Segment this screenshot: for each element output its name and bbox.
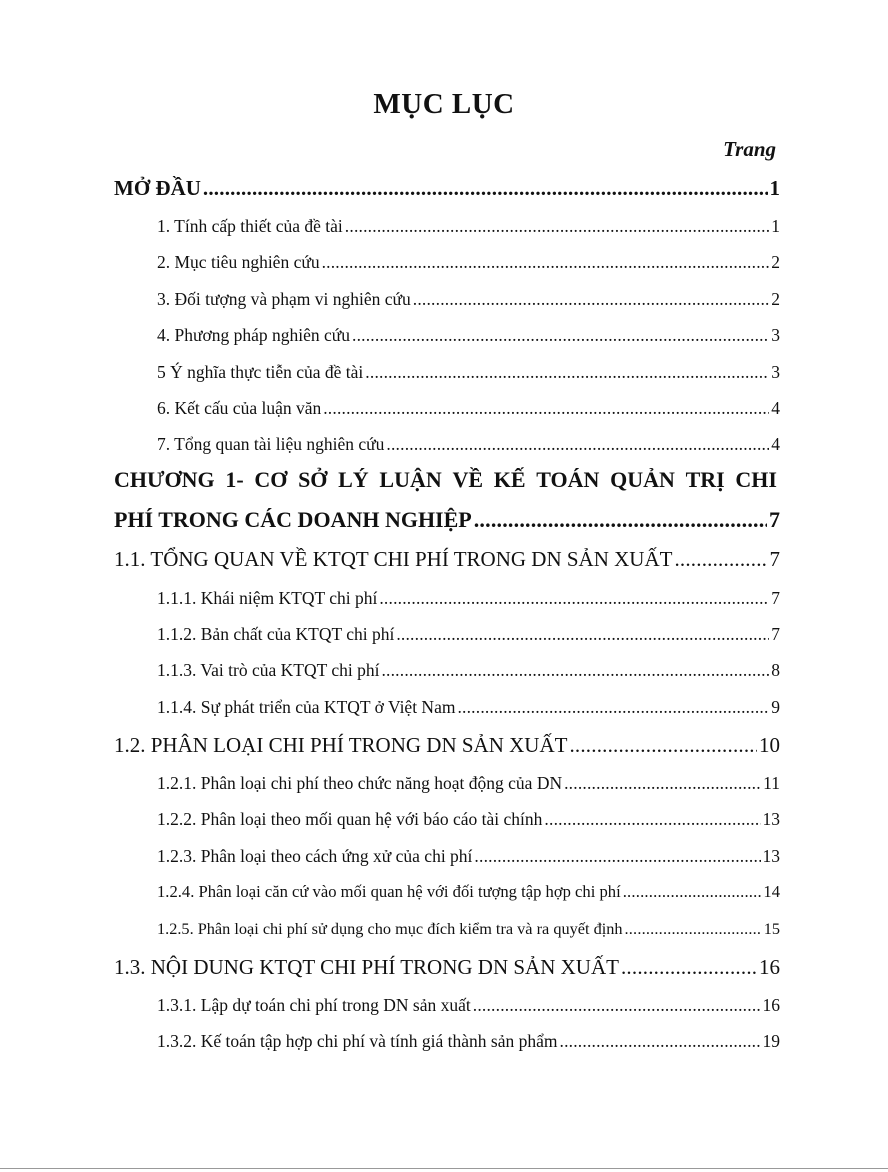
toc-entry[interactable]: 1. Tính cấp thiết của đề tài ..... 1 bbox=[157, 216, 780, 237]
toc-entry[interactable]: 1.2.2. Phân loại theo mối quan hệ với báo cáo tài chính ..... 13 bbox=[157, 809, 780, 830]
toc-entry[interactable]: 2. Mục tiêu nghiên cứu ..... 2 bbox=[157, 252, 780, 273]
toc-entry[interactable]: 1.1.3. Vai trò của KTQT chi phí ..... 8 bbox=[157, 660, 780, 681]
toc-entry-intro[interactable]: MỞ ĐẦU ..... 1 bbox=[114, 176, 780, 201]
toc-entry[interactable]: 1.2.1. Phân loại chi phí theo chức năng hoạt động của DN ..... 11 bbox=[157, 773, 780, 794]
toc-chapter-1[interactable] bbox=[114, 467, 777, 493]
toc-entry[interactable]: 1.1.4. Sự phát triển của KTQT ở Việt Nam ..... 9 bbox=[157, 697, 780, 718]
toc-entry[interactable]: 1.2.4. Phân loại căn cứ vào mối quan hệ với đối tượng tập hợp chi phí ..... 14 bbox=[157, 882, 780, 902]
toc-entry[interactable]: 1.2.5. Phân loại chi phí sử dụng cho mục đích kiểm tra và ra quyết định ..... 15 bbox=[157, 919, 780, 939]
toc-entry[interactable]: 7. Tổng quan tài liệu nghiên cứu ..... 4 bbox=[157, 434, 780, 455]
toc-entry[interactable]: 1.2.3. Phân loại theo cách ứng xử của chi phí ..... 13 bbox=[157, 846, 780, 867]
toc-entry[interactable]: 1.1.1. Khái niệm KTQT chi phí ..... 7 bbox=[157, 588, 780, 609]
toc-entry[interactable]: 1.1.2. Bản chất của KTQT chi phí ..... 7 bbox=[157, 624, 780, 645]
toc-entry[interactable]: 5 Ý nghĩa thực tiễn của đề tài ..... 3 bbox=[157, 362, 780, 383]
toc-section-1-3[interactable]: 1.3. NỘI DUNG KTQT CHI PHÍ TRONG DN SẢN XUẤT ..... 16 bbox=[114, 955, 780, 980]
page-column-header: Trang bbox=[723, 137, 776, 161]
toc-entry[interactable]: 6. Kết cấu của luận văn ..... 4 bbox=[157, 398, 780, 419]
toc-entry[interactable]: 4. Phương pháp nghiên cứu ..... 3 bbox=[157, 325, 780, 346]
toc-entry[interactable]: 3. Đối tượng và phạm vi nghiên cứu ..... 2 bbox=[157, 289, 780, 310]
toc-entry[interactable]: 1.3.1. Lập dự toán chi phí trong DN sản xuất ..... 16 bbox=[157, 995, 780, 1016]
toc-entry[interactable]: 1.3.2. Kế toán tập hợp chi phí và tính giá thành sản phẩm ..... 19 bbox=[157, 1031, 780, 1052]
page-bottom-edge bbox=[0, 1168, 888, 1169]
toc-section-1-2[interactable]: 1.2. PHÂN LOẠI CHI PHÍ TRONG DN SẢN XUẤT ..... 10 bbox=[114, 733, 780, 758]
toc-section-1-1[interactable]: 1.1. TỔNG QUAN VỀ KTQT CHI PHÍ TRONG DN SẢN XUẤT ..... 7 bbox=[114, 547, 780, 572]
chapter-title-line2[interactable]: PHÍ TRONG CÁC DOANH NGHIỆP ..... 7 bbox=[114, 507, 780, 533]
toc-title: MỤC LỤC bbox=[373, 88, 515, 120]
chapter-title-line1: CHƯƠNG 1- CƠ SỞ LÝ LUẬN VỀ KẾ TOÁN QUẢN TRỊ CHI bbox=[114, 467, 777, 492]
